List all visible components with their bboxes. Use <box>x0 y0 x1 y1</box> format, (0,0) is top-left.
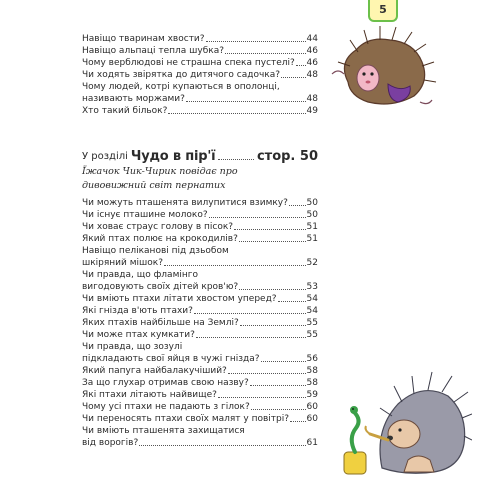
toc-item[interactable]: Чи існує пташине молоко? 50 <box>82 210 318 220</box>
toc-item[interactable]: Яких птахів найбільше на Землі? 55 <box>82 318 318 328</box>
toc-item-line[interactable]: Навіщо пеліканові під дзьобом <box>82 246 229 256</box>
toc-item[interactable]: Який птах полює на крокодилів? 51 <box>82 234 318 244</box>
page-number-badge: 5 <box>368 0 398 22</box>
hedgehog-mouse-illustration <box>328 22 438 118</box>
toc-item[interactable]: Навіщо тваринам хвости? 44 <box>82 34 318 44</box>
toc-item[interactable]: шкіряний мішок? 52 <box>82 258 318 268</box>
toc-item[interactable]: Чи можуть пташенята вилупитися взимку? 50 <box>82 198 318 208</box>
toc-item[interactable]: Чи ходять звірятка до дитячого садочка? 48 <box>82 70 318 80</box>
hedgehog-snake-charmer-illustration <box>322 360 472 478</box>
toc-item[interactable]: Навіщо альпаці тепла шубка? 46 <box>82 46 318 56</box>
toc-item-line[interactable]: Чи правда, що фламінго <box>82 270 198 280</box>
section-title: Чудо в пір'ї <box>130 149 216 164</box>
toc-item[interactable]: Який папуга найбалакучіший? 58 <box>82 366 318 376</box>
section-heading[interactable] <box>82 146 318 164</box>
toc-item[interactable]: називають моржами? 48 <box>82 94 318 104</box>
toc-item[interactable]: Чи вміють птахи літати хвостом уперед? 54 <box>82 294 318 304</box>
toc-item[interactable]: Чому верблюдові не страшна спека пустелі? 46 <box>82 58 318 68</box>
toc-item[interactable]: Які птахи літають найвище? 59 <box>82 390 318 400</box>
section-page-ref: стор. 50 <box>256 149 318 164</box>
toc-item[interactable]: Які гнізда в'ють птахи? 54 <box>82 306 318 316</box>
toc-item[interactable]: підкладають свої яйця в чужі гнізда? 56 <box>82 354 318 364</box>
toc-item-line[interactable]: Чи правда, що зозулі <box>82 342 183 352</box>
toc-item-line[interactable]: Чи вміють пташенята захищатися <box>82 426 245 436</box>
toc-item-line[interactable]: Чому людей, котрі купаються в ополонці, <box>82 82 280 92</box>
toc-item[interactable]: Хто такий більок? 49 <box>82 106 318 116</box>
toc-item[interactable]: За що глухар отримав свою назву? 58 <box>82 378 318 388</box>
section-subtitle: Їжачок Чик-Чирик повідає про дивовижний світ пернатих <box>82 166 238 191</box>
toc-top-list <box>82 33 318 117</box>
section-prefix: У розділі <box>82 151 128 162</box>
toc-item[interactable]: від ворогів? 61 <box>82 438 318 448</box>
toc-item[interactable]: Чи ховає страус голову в пісок? 51 <box>82 222 318 232</box>
toc-item[interactable]: Чи може птах кумкати? 55 <box>82 330 318 340</box>
toc-bottom-list <box>82 197 318 449</box>
toc-item[interactable]: вигодовують своїх дітей кров'ю? 53 <box>82 282 318 292</box>
toc-item[interactable]: Чому усі птахи не падають з гілок? 60 <box>82 402 318 412</box>
toc-item[interactable]: Чи переносять птахи своїх малят у повітрі? 60 <box>82 414 318 424</box>
